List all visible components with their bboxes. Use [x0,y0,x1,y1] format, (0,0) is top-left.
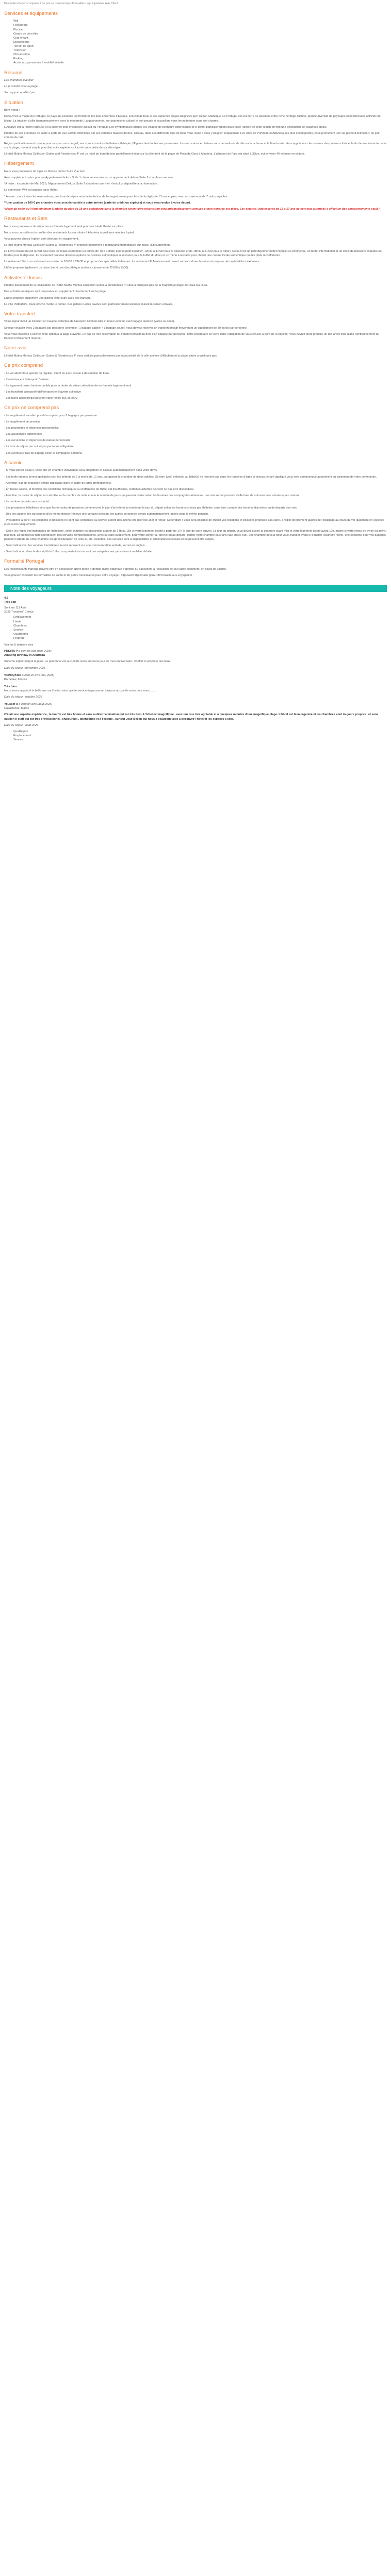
list-item: • Télévision [13,48,387,53]
review-author: Youssef A [4,703,18,706]
situation-para: L'Hôtel Muthu Monica Collection Suites and Residences 4* est un hôtel de bord de mer partiellement situé sur la côte dont de la plage de Praia da Oura à Albufeira. L'aéroport de Faro est situé à 38km, soit environ 40 minutes en voiture. [4,152,305,156]
restaurants-para: Nous vous conseillons de profiter des restaurants locaux situés à Albufeira à quelques minutes à pied. [4,231,135,234]
savoir-para: - Seuil indication dans le descriptif de l'offre, nos prestations ne sont pas adaptées aux personnes à mobilité réduite. [4,550,153,553]
resume-line: Les chambres vue mer [4,79,34,82]
review-when: a écrit un avis (août 2025) [19,703,52,706]
savoir-title: A savoir [4,460,22,466]
restaurants-para: Le restaurant Terrazzo est ouvert en soirée de 18h30 à 21h30 et propose des spécialités italiennes. Le restaurant El Mexicano est ouvert sur les mêmes horaires et propose des spécialités mexicaines. [4,260,260,264]
transfert-title: Votre transfert [4,311,35,317]
rating-score: 4.9 [4,597,8,600]
ne-comprend-item: - Les excursions et dépenses de nature personnelle [4,439,71,443]
transfert-para: Si vous voyagez avec 2 bagages par personne (exemple : 1 bagage cabine + 1 bagage soute), vous devrez réserver un transfert privatif moyennant un supplément de 50 euros par personne. [4,326,248,330]
hebergement-title: Hébergement [4,161,34,167]
comprend-item: - L'assistance à l'aéroport d'arrivée [4,378,49,381]
savoir-para: - En basse saison, et fonction des conditions climatiques ou d'affluence de l'hôtel est insuffisante, certaines activités peuvent ne pas être disponibles. [4,487,194,491]
ne-comprend-item: - La taxe de séjour par nuit et par personne obligatoire [4,445,74,449]
comprend-item: - Le vol aller/retour spécial ou régulier, direct ou avec escale à destination de Faro [4,371,109,375]
review-text: C'était une superbe expérience , la bouffe est très bonne et sans oublier l'animation qui est très bien. L'hôtel est magnifique , avec une vue très agréable et à quelques minutes d'une magnifique plage. L'hôtel est bien organisé et les chambres sont toujours propres , et sans oublier le staff qui est très professionnel , chaleureux , attentionné et à l'écoute , surtout Jeão Bellen qui nous a beaucoup aidé à découvrir l'hôtel et les espaces à côté. [4,713,379,721]
list-item: • Terrain de sport [13,44,387,48]
review-title: Amazing birthday in Albufeira [4,654,45,657]
review-date: Date du séjour : octobre 2025 [4,696,42,699]
savoir-para: - Attention, la durée du séjour est calculée sur le nombre de nuits et non le nombre de jours qui peuvent varier selon les horaires des compagnies aériennes. Les vols retour pourront s'effectuer de nuit avec une arrivée le jour suivant. [4,494,301,497]
list-item: • Emplacement [13,734,387,738]
avis-title: Notre avis [4,345,26,351]
restaurants-para: Nous vous proposons de séjourner en formule logement seul pour une totale liberté sur place. [4,225,124,228]
restaurants-title: Restaurants et Bars [4,215,47,222]
review-author: PREIRA P [4,650,18,653]
review-location: Bordeaux, France [4,677,27,681]
savoir-para: - Selon les règles internationales de l'hôtellerie, votre chambre est disponible à partir de 14h ou 15h et votre logement locatif à partir de 17h le jour de votre arrivée. Le jour du départ, vous devez quitter la chambre avant midi et votre logement locatif avant 10h, même si votre retour en avion est prévu plus tard. De nombreux hôtels proposent des services complémentaires, avec ou sans supplément, pour votre confort à l'arrivée ou au départ : garder votre chambre plus tard (late check-out), une chambre de jour pour vous changer avant le transfert (courtesy room), une consigne pour vos bagages pendant l'attente de votre chambre ou après libération de celle-ci, etc. Toutefois, ces services sont à disponibilités et circonstances locales et ne peuvent être exigés. [4,529,387,541]
savoir-para: - Les tarifs enfants seront appliqués pour les enfants de 2 à moins de 12 ans, partageant la chambre de deux adultes. Si votre (vos) enfant(s) au bébé(s) ne rentrent pas dans les tranches d'âges ci-dessus, le tarif appliqué vous sera communiqué au moment du traitement de votre commande. [4,475,377,479]
resume-line: La proximité avec la plage [4,85,38,89]
comprend-title: Ce prix comprend [4,362,43,368]
review [4,702,387,742]
list-item: • Discothèque [13,40,387,44]
page [0,0,391,750]
list-item: • Service [13,628,387,632]
activites-title: Activités et loisirs [4,275,42,281]
ne-comprend-item: - Le supplément de pension [4,420,40,423]
list-item: • Centre de bien-être [13,32,387,36]
review [4,673,387,682]
savoir-para: - Attention, pas de réduction enfant applicable dans le cadre de tarifs promotionnels. [4,481,112,485]
list-item: • Restaurant [13,23,387,27]
ne-comprend-item: - Les pourboires et dépenses personnelles [4,427,59,430]
situation-title: Situation [4,99,23,106]
savoir-para: - Si vous partez seul(e), votre prix en chambre individuelle sera obligatoire et calculé automatiquement dans votre devis. [4,469,158,472]
warning-note: *Merci de noter qu'il faut minimum 5 adulte du plus de 18 ans obligatoire dans la chambre sinon votre réservation sera automatiquement annulée et non honorée sur place. Les enfants / adolescents de 13 à 17 ans ne sont pas autorisés à effectuer des enregistrements seuls.* [4,207,381,211]
list-item: • Qualité/prix [13,730,387,734]
activites-para: Des activités nautiques sont proposées en supplément directement sur la plage. [4,290,107,294]
formalite-link[interactable]: Vous pouvez consulter les formalités de santé et de police nécessaires pour votre voyage : http://www.diplomatie.gouv.fr/fr/conseils-aux-voyageurs/ [4,573,192,577]
resume-title: Résumé [4,70,23,76]
list-item: • Parking [13,57,387,61]
list-item: • Literie [13,620,387,624]
ne-comprend-item: - Les éventuels frais de bagage selon la compagnie aérienne [4,451,83,455]
savoir-para: - Prestations à bord : les collations et boissons ne sont pas comprises au service à bord des avions lors des vols aller et retour. Cependant il vous sera possible de choisir vos collations et boissons proposés à la carte, à régler directement auprès de l'équipage au cours du vol (paiement en espèces et en euros uniquement). [4,519,384,527]
list-item: • Propreté [13,636,387,640]
review-location: Casablanca, Maroc [4,707,29,710]
activites-para: L'hôtel propose également une piscine extérieure avec des transats. [4,296,91,300]
comprend-item: - Les taxes aéroport qui peuvent varier entre 30€ et 200€. [4,397,78,400]
review-heading: Très bien [4,685,17,688]
rating-subtitle: Sont sur 111 Avis [4,606,26,610]
resume-line: Son rapport qualité / prix [4,91,36,95]
transfert-para: Votre séjour inclut un transfert en navette collective de l'aéroport à l'hôtel aller et retour avec un seul bagage autorisé (valise ou sacs). [4,320,175,324]
review-author: V4790QKmb [4,673,21,677]
list-item: • Emplacement [13,615,387,619]
review-when: a écrit un avis (oct. 2025) [22,673,55,677]
list-item: • Piscine [13,28,387,32]
list-item: • Service [13,738,387,742]
restaurants-para: L'Hôtel Muthu Monica Collection Suites & Résidences 4* propose également 3 restaurants thématiques sur place. (En supplément) [4,243,172,247]
review-date: Date du séjour : août 2025 [4,723,38,727]
list-item: • Club enfant [13,36,387,40]
list-item: • Wifi [13,19,387,23]
overall-rating [4,596,387,647]
savoir-para: - Le nombre de nuits sera respecté. [4,500,50,503]
comprend-item: - Les transferts aéroport/hôtel/aéroport en Navette collective [4,390,81,394]
top-nav-text[interactable]: Description Ce prix comprend / Ce prix ne comprend pas Formalités Logo tripadvisor Avis Client [4,2,118,5]
review-text: Nous avons apprécié la belle vue sur l'océan ainsi que le service du personnel toujours aux petits soins pour nous......... [4,689,157,692]
see-all-link[interactable]: Voir les 5 derniers avis [4,643,34,647]
hebergement-para: La connexion Wifi est gratuite dans l'hôtel. [4,189,58,192]
ne-comprend-title: Ce prix ne comprend pas [4,405,59,411]
list-item: • Qualité/prix [13,632,387,636]
hebergement-para: Avec supplément optez pour un Appartement deluxe Suite 1 chambre vue mer ou un appartement deluxe Suite 2 chambres vue mer [4,176,173,180]
ne-comprend-item: - Les assurances optionnelles [4,433,43,436]
list-item: • Climatisation [13,53,387,57]
notes-bar: Note des voyageurs [4,585,387,592]
hebergement-para: Nous vous proposons de loger en Deluxe Junior Suite Vue mer [4,170,85,174]
transfert-para: Vous vous inviterez à cocher cette option à la page suivante. En cas de non-réservation du transfert privatif au delà d'un bagage par personne, notre prestataire se verra dans l'obligation de vous refuser à bord de la navette. Vous devrez alors prendre un taxi à vos frais (sans remboursement du transfert initialement réservé). [4,332,379,340]
formalite-title: Formalité Portugal [4,558,44,565]
rating-categories [4,615,387,640]
review [4,685,387,699]
savoir-para: - Dès lors qu'une des personnes d'un même dossier réserve une certaine pension, les autres personnes seront automatiquement logées sous la même pension. [4,513,209,516]
restaurants-para: L'hôtel propose également un piano bar et une discothèque ambiance (ouverte de 22h30 à 2h30). [4,266,129,270]
hebergement-para: * A noter : pour toutes les réservations, une taxe de séjour sera facturée lors de l'enregistrement pour les clients âgés de 13 ans et plus, avec un maximum de 7 nuits payables. [4,195,228,198]
review-categories [4,730,387,742]
deposit-note: **Une caution de 100 € par chambre vous sera demandée à votre arrivée (carte de crédit ou espèces) et vous sera rendue à votre départ. [4,201,191,205]
hebergement-para: *A noter : à compter de Mai 2025, l'Appartement Deluxe Suite 2 chambres vue mer n'est plus disponible à la réservation. [4,182,158,186]
savoir-para: - Les prestations hôtelières ainsi que les formules de pensions commencent le jour d'arrivée et se terminent le jour du départ selon les horaires choisis par l'hôtelier, sans tenir compte des horaires d'arrivées ou de départs des vols. [4,506,298,510]
avis-text: L'Hôtel Muthu Monica Collection Suites & Résidences 4* vous séduira particulièrement par sa proximité de la ville animée d'Albufeira et la plage située à quelques pas. [4,354,218,358]
restaurants-para: Vous pourrez choisir l'option petit déjeuner en supplément. [4,237,79,241]
services-title: Services et équipements [4,10,58,16]
review [4,649,387,670]
review-date: Date du séjour : novembre 2025 [4,666,45,670]
situation-para: Région particulièrement connue pour ses parcours de golf, ses spas et centres de thalassothérapie, l'Algarve tient toutes ses promesses. Les excursions en bateau vous permettront de découvrir la faune et la flore locale. Vous apprécierez les saveurs des poissons frais et fruits de mer à une terrasse sur la plage, moment simple pour finir votre expérience lors de votre visite dans cette région. [4,142,387,150]
situation-para: Profitez de ses étendues de sable à perte de vue parfois délimitées par ses célèbres falaises dorées. Cicolas, dans ses différents tons de bleu, vous invite à vous y baigner longuement. Les villes de Portimão et Albufeira, les plus cosmopolites, vous promettent une vie pleine d'animation, de jour comme de nuit. [4,131,380,139]
list-item: • Accès aux personnes à mobilité réduite [13,61,387,65]
formalite-para: Les ressortissants français doivent être en possession d'une pièce d'identité (carte nationale d'identité ou passeport, à l'exclusion de tout autre document) en cours de validité. [4,567,227,571]
review-when: a écrit un avis (nov. 2025) [18,650,52,653]
situation-para: L'Algarve est la région radieuse et la superbe côte ensoleillée au sud du Portugal. Les sympathiques plages, les villages de pêcheurs pittoresques et le climat particulièrement doux toute l'année de cette région en font une destination de vacances idéale. [4,125,328,129]
situation-para: Découvrez la magie du Portugal, ce pays qui possède les frontières les plus anciennes d'Europe, son climat doux et ses superbes plages baignées par l'Océan Atlantique. Le Portugal est une terre de passions entre riche héritage culturel, grande diversité de paysages et nombreuses activités de loisirs. La tradition s'allie harmonieusement avec la modernité. La gastronomie, son patrimoine culturel et son peuple si accueillant vous feront tomber sous son charme. [4,115,381,123]
review-text: Superbe séjour malgré la pluie. Le personnel est aux petits soins surtout le jour de mon anniversaire. Confort et propreté des lieux. [4,660,171,664]
activites-para: La ville d'Albufeira, toute proche mérite le détour. Ses petites ruelles pavées sont particulièrement animées durant la saison estivale. [4,302,173,306]
activites-para: Profitez pleinement de la localisation de l'hôtel Muthu Monica Collection Suites & Résidences 4* situé à quelques pas de la magnifique plage de Praia Da Oura. [4,284,208,287]
situation-para: Bem-Vindo ! [4,109,20,112]
award-label: 2025 Travelers' Choice [4,611,34,614]
ne-comprend-item: - Le supplément transfert privatif en option pour 2 bagages par personne [4,414,97,417]
comprend-item: - Le logement base chambre double pour la durée de séjour sélectionnée en formule logement seul [4,384,131,387]
list-item: • Chambres [13,624,387,628]
savoir-para: - Seuil indicatives, les services touristiques fournis reposent sur une communication verbale, seront en anglais. [4,544,146,547]
services-list [4,19,387,65]
rating-label: Très bon [4,601,17,604]
restaurants-para: Le Lav's restaurant est ouvert pour tous les repas et propose un buffet (de 7h à 10h30) pour le petit déjeuner, 12h30 à 14h30 pour le déjeuner et de 18h30 à 21h30 pour le dîner). Celui-ci est un petit déjeuner buffet complet et continental, un buffet international et un choix de boissons chaudes ou froides pour le déjeuner. Le restaurant propose diverses options de cuisines authentiques à savourer pour le buffet du dîner et un menu à la Carte pour choisir une cuisine locale authentique ou des plats réconfortants. [4,250,382,258]
